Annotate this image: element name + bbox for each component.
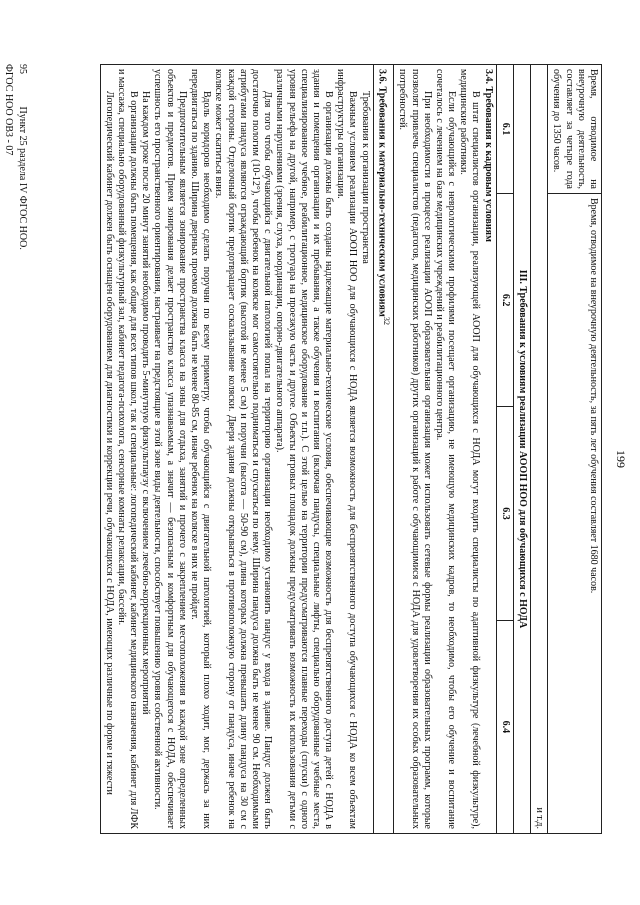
header-right-cell	[548, 194, 602, 834]
footnote-number: 95	[17, 64, 28, 74]
column-number: 6.1	[496, 65, 513, 194]
staff-paragraph: В штат специалистов организации, реализующей АООП для обучающихся с НОДА могут входить специалисты по адаптивной физкультуре (лечебной физкультуре), медицинские работники.	[458, 69, 482, 829]
etc-cell	[531, 65, 548, 834]
footnote-line	[16, 64, 28, 250]
org-heading: Требования к организации пространства	[359, 91, 371, 264]
table-header-row	[548, 65, 602, 834]
document-body	[100, 64, 602, 834]
standard-table	[100, 64, 602, 834]
material-paragraph: На каждом уроке после 20 минут занятий необходимо проводить 5-минутную физкультпаузу с включением лечебно-коррекционных мероприятий	[140, 91, 152, 715]
page-number: 199	[614, 450, 628, 468]
table-etc-row	[531, 65, 548, 834]
staff-paragraph: Если обучающийся с неврологическими профилями посещает организацию, не имеющую медицинских кадров, то необходимо, чтобы его обучение и воспитание сочеталось с лечением на базе медицинских учреждений и реабилитационного центра.	[433, 69, 458, 829]
material-paragraph: Важным условием реализации АООП НОО для обучающихся с НОДА является возможность для беспрепятственного доступа обучающихся с НОДА ко всем объектам инфраструктуры организации.	[335, 69, 359, 829]
column-numbers-row	[496, 65, 513, 834]
material-heading: 3.6. Требования к материально-техническим условиям	[376, 69, 388, 317]
staff-row	[394, 65, 497, 834]
material-row	[100, 65, 373, 834]
material-paragraph: Логопедический кабинет должен быть оснащен оборудованием для диагностики и коррекции речи, обучающихся с НОДА, имеющих различные по форме и тяжести	[103, 91, 115, 795]
footnote-text: Пункт 25 раздела IV ФГОС НОО.	[17, 106, 28, 250]
header-left-cell	[548, 65, 602, 194]
column-number: 6.3	[496, 407, 513, 620]
header-left-text: Время, отводимое на внеурочную деятельность, составляет за четыре года обучения до 1350 часов.	[551, 69, 599, 189]
material-paragraph: В организации должны быть созданы надлежащие материально-технические условия, обеспечивающие возможность для беспрепятственного доступа детей с НОДА в здания и помещения организации и их пребывания, а также обучения и воспитания (включая пандусы, специальные лифты, специально оборудованные учебные места, специализированное учебное, реабилитационное, медицинское оборудование и т.п.). С этой целью на территории предусматриваются плавные переходы (спуски) с одного уровня рельефа на другой, например, с тротуара на проезжую часть и другое. Объекты игровых площадок должны предусматривать возможность их использования детьми с различными нарушениями (зрения, слуха, координации, опорно-двигательного аппарата).	[274, 69, 335, 829]
etc-text: и т.д.	[534, 807, 546, 829]
staff-cell	[394, 65, 497, 834]
column-number: 6.4	[496, 620, 513, 833]
material-heading-cell	[373, 65, 394, 834]
material-paragraph: Предпочтительным является зонирование пространства класса на зоны для отдыха, занятий и прочего с закреплением местоположения в каждой зоне определенных объектов и предметов. Прием зонирования делает пространство класса упазнаваемым, а значит — безопасным и комфортным для обучающегося с НОДА, обеспечивает успешность его пространственного ориентирования, настраивает на предстоящие в этой зоне виды деятельности, способствует повышению уровня собственной активности.	[152, 69, 188, 829]
footnote-marker: 32	[382, 316, 392, 326]
material-paragraph: Вдоль коридоров необходимо сделать поручни по всему периметру, чтобы обучающийся с двигательной патологией, который плохо ходит, мог, держась за них передвигаться по зданию. Ширина дверных проемов должна быть не менее 80-85 см, иначе ребенок на коляске в них не пройдет.	[189, 69, 213, 829]
staff-paragraph: При необходимости в процессе реализации АООП образовательная организация может использовать сетевые формы реализации образовательных программ, которые позволят привлечь специалистов (педагогов, медицинских работников) других организаций к работе с обучающимися с НОДА для удовлетворения их особых образовательных потребностей.	[397, 69, 433, 829]
staff-heading: 3.4. Требования к кадровым условиям	[482, 69, 494, 242]
document-code: ФГОС НОО ОВЗ - 07	[3, 64, 14, 156]
material-cell	[100, 65, 373, 834]
material-heading-row	[373, 65, 394, 834]
material-paragraph: Для того чтобы обучающийся с двигательной патологией попал на территорию организации необходимо установить пандус у входа в здание. Пандус должен быть достаточно пологим (10-12°), чтобы ребенок на коляске мог самостоятельно подниматься и спускаться по нему. Ширина пандуса должна быть не менее 90 см. Необходимыми атрибутами пандуса являются ограждающий бортик (высотой не менее 5 см) и поручни (высота — 50-90 см), длина которых должна превышать длину пандуса на 30 см с каждой стороны. Отделочный бортик предотвращает соскальзывание коляски. Двери здания должны открываться в противоположную сторону от пандуса, иначе ребенок на коляске может скатиться вниз.	[213, 69, 274, 829]
section-title-row	[513, 65, 530, 834]
header-right-text: Время, отводимое на внеурочную деятельность, за пять лет обучения составляет 1680 часов.	[588, 198, 599, 594]
section-title: III. Требования к условиям реализации АООП НОО для обучающихся с НОДА	[513, 65, 530, 834]
material-paragraph: В организации должны быть помещения, как общие для всех типов школ, так и специальные: логопедический кабинет, кабинет медицинского назначения, кабинет для ЛФК и массажа, специально оборудованный физкультурный зал, кабинет педагога-психолога, сенсорные комнаты релаксации, бассейн.	[115, 69, 140, 829]
column-number: 6.2	[496, 194, 513, 407]
rotated-document-page	[0, 2, 640, 902]
